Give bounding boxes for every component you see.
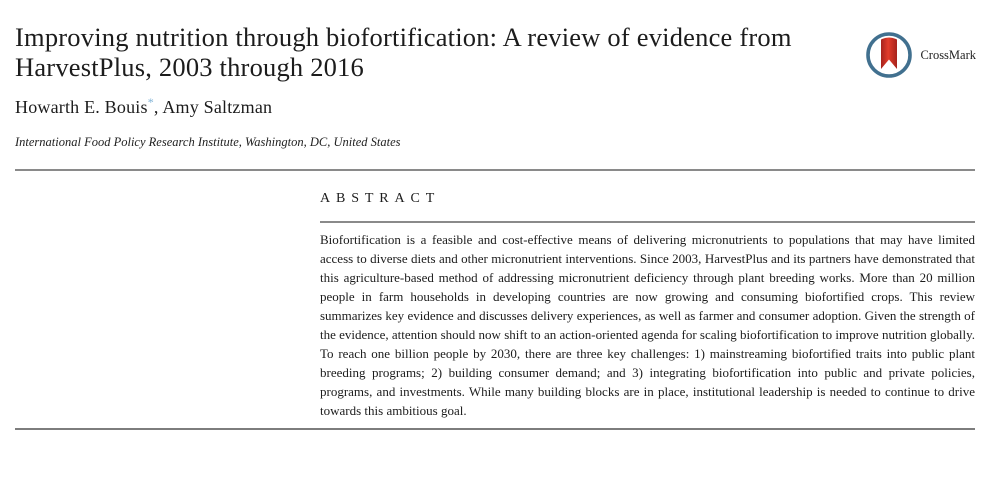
page-title: Improving nutrition through biofortification: A review of evidence from HarvestPlus, 2003 through 2016 — [15, 22, 792, 82]
crossmark-badge[interactable] — [865, 31, 976, 79]
header-divider — [15, 169, 975, 171]
footer-divider — [15, 428, 975, 430]
author-name: Howarth E. Bouis — [15, 97, 148, 117]
author-list — [15, 97, 975, 118]
affiliation: International Food Policy Research Institute, Washington, DC, United States — [15, 135, 401, 149]
abstract-section — [320, 191, 975, 420]
abstract-heading: ABSTRACT — [320, 191, 441, 206]
abstract-divider — [320, 221, 975, 223]
crossmark-icon — [865, 31, 913, 79]
corresponding-author-marker[interactable]: * — [147, 95, 154, 109]
crossmark-label: CrossMark — [920, 47, 976, 62]
author-name: Amy Saltzman — [162, 97, 273, 117]
author-separator: , — [153, 97, 163, 117]
abstract-text: Biofortification is a feasible and cost-effective means of delivering micronutrients to populations that may have limited access to diverse diets and other micronutrient interventions. Since 2003, HarvestPlus and its partners have demonstrated that this agriculture-based method of addressing micronutrient deficiency through plant breeding works. More than 20 million people in farm households in developing countries are now growing and consuming biofortified crops. This review summarizes key evidence and discusses delivery experiences, as well as farmer and consumer adoption. Given the strength of the evidence, attention should now shift to an action-oriented agenda for scaling biofortification to improve nutrition globally. To reach one billion people by 2030, there are three key challenges: 1) mainstreaming biofortified traits into public plant breeding programs; 2) building consumer demand; and 3) integrating biofortification into public and private policies, programs, and investments. While many building blocks are in place, institutional leadership is needed to continue to drive towards this ambitious goal. — [320, 232, 975, 418]
